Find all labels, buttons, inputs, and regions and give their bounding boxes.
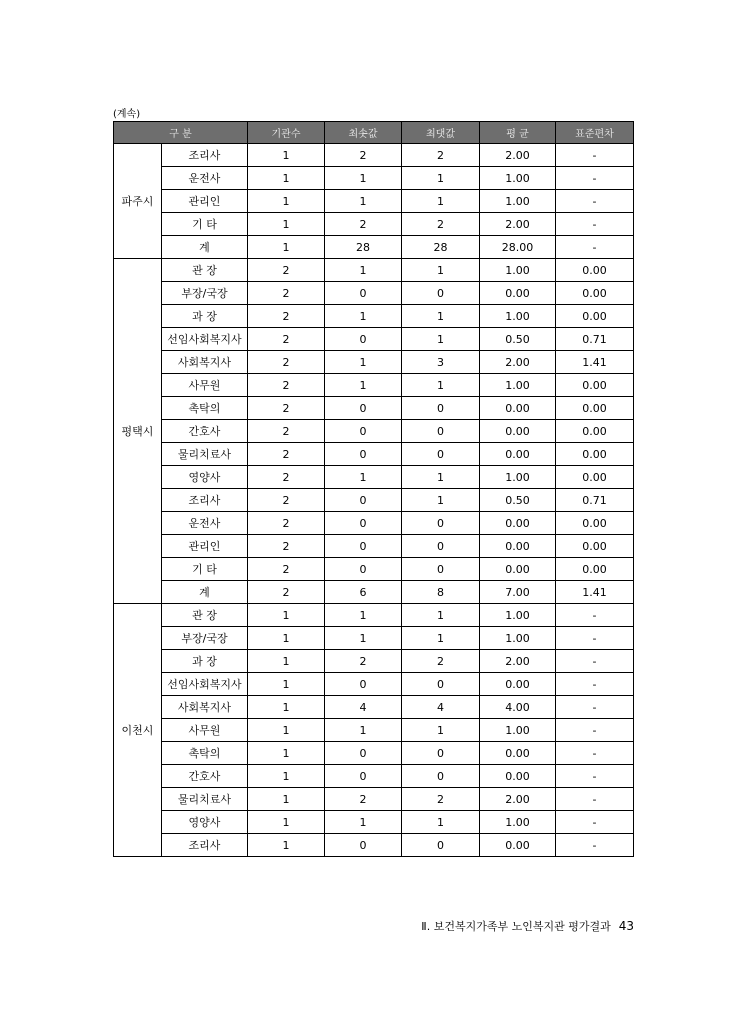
- institutions-cell: 1: [248, 650, 325, 673]
- max-cell: 0: [402, 834, 480, 857]
- category-cell: 운전사: [162, 512, 248, 535]
- table-row: [114, 535, 634, 558]
- category-cell: 운전사: [162, 167, 248, 190]
- institutions-cell: 2: [248, 489, 325, 512]
- table-row: [114, 719, 634, 742]
- header-max: 최댓값: [402, 122, 480, 144]
- stddev-cell: -: [556, 673, 634, 696]
- header-stddev: 표준편차: [556, 122, 634, 144]
- category-cell: 촉탁의: [162, 397, 248, 420]
- mean-cell: 0.00: [480, 742, 556, 765]
- max-cell: 1: [402, 167, 480, 190]
- institutions-cell: 2: [248, 558, 325, 581]
- mean-cell: 0.00: [480, 512, 556, 535]
- mean-cell: 1.00: [480, 374, 556, 397]
- stddev-cell: -: [556, 236, 634, 259]
- min-cell: 6: [325, 581, 402, 604]
- table-row: [114, 742, 634, 765]
- table-row: [114, 420, 634, 443]
- mean-cell: 2.00: [480, 213, 556, 236]
- min-cell: 1: [325, 627, 402, 650]
- staff-statistics-table: [113, 121, 634, 857]
- category-cell: 영양사: [162, 466, 248, 489]
- max-cell: 1: [402, 604, 480, 627]
- mean-cell: 0.50: [480, 328, 556, 351]
- mean-cell: 1.00: [480, 167, 556, 190]
- stddev-cell: 0.71: [556, 328, 634, 351]
- category-cell: 관리인: [162, 535, 248, 558]
- institutions-cell: 1: [248, 673, 325, 696]
- min-cell: 1: [325, 374, 402, 397]
- max-cell: 0: [402, 443, 480, 466]
- stddev-cell: -: [556, 604, 634, 627]
- stddev-cell: 0.71: [556, 489, 634, 512]
- header-institutions: 기관수: [248, 122, 325, 144]
- institutions-cell: 2: [248, 420, 325, 443]
- table-row: [114, 765, 634, 788]
- institutions-cell: 2: [248, 328, 325, 351]
- min-cell: 0: [325, 535, 402, 558]
- institutions-cell: 2: [248, 397, 325, 420]
- mean-cell: 0.00: [480, 558, 556, 581]
- category-cell: 부장/국장: [162, 627, 248, 650]
- min-cell: 0: [325, 443, 402, 466]
- max-cell: 1: [402, 811, 480, 834]
- institutions-cell: 1: [248, 236, 325, 259]
- region-cell: 이천시: [114, 604, 162, 857]
- institutions-cell: 1: [248, 167, 325, 190]
- institutions-cell: 1: [248, 788, 325, 811]
- table-row: [114, 259, 634, 282]
- header-mean: 평 균: [480, 122, 556, 144]
- mean-cell: 0.00: [480, 282, 556, 305]
- min-cell: 0: [325, 397, 402, 420]
- category-cell: 간호사: [162, 765, 248, 788]
- max-cell: 2: [402, 788, 480, 811]
- mean-cell: 1.00: [480, 719, 556, 742]
- mean-cell: 0.00: [480, 765, 556, 788]
- category-cell: 과 장: [162, 650, 248, 673]
- institutions-cell: 1: [248, 719, 325, 742]
- region-cell: 평택시: [114, 259, 162, 604]
- institutions-cell: 2: [248, 466, 325, 489]
- min-cell: 2: [325, 213, 402, 236]
- page-footer: [421, 918, 634, 934]
- stddev-cell: -: [556, 213, 634, 236]
- min-cell: 0: [325, 558, 402, 581]
- mean-cell: 4.00: [480, 696, 556, 719]
- mean-cell: 1.00: [480, 627, 556, 650]
- table-row: [114, 696, 634, 719]
- category-cell: 사회복지사: [162, 351, 248, 374]
- min-cell: 0: [325, 512, 402, 535]
- category-cell: 관 장: [162, 604, 248, 627]
- mean-cell: 1.00: [480, 190, 556, 213]
- min-cell: 0: [325, 834, 402, 857]
- max-cell: 2: [402, 144, 480, 167]
- max-cell: 1: [402, 627, 480, 650]
- institutions-cell: 1: [248, 742, 325, 765]
- stddev-cell: -: [556, 650, 634, 673]
- max-cell: 1: [402, 190, 480, 213]
- max-cell: 0: [402, 282, 480, 305]
- max-cell: 2: [402, 213, 480, 236]
- category-cell: 조리사: [162, 489, 248, 512]
- category-cell: 선임사회복지사: [162, 673, 248, 696]
- table-row: [114, 489, 634, 512]
- table-row: [114, 213, 634, 236]
- institutions-cell: 2: [248, 443, 325, 466]
- table-row: [114, 512, 634, 535]
- category-cell: 조리사: [162, 144, 248, 167]
- region-cell: 파주시: [114, 144, 162, 259]
- max-cell: 1: [402, 374, 480, 397]
- min-cell: 28: [325, 236, 402, 259]
- min-cell: 0: [325, 328, 402, 351]
- max-cell: 1: [402, 719, 480, 742]
- mean-cell: 7.00: [480, 581, 556, 604]
- category-cell: 촉탁의: [162, 742, 248, 765]
- mean-cell: 2.00: [480, 650, 556, 673]
- max-cell: 3: [402, 351, 480, 374]
- institutions-cell: 2: [248, 374, 325, 397]
- stddev-cell: 0.00: [556, 443, 634, 466]
- table-row: [114, 650, 634, 673]
- institutions-cell: 1: [248, 696, 325, 719]
- stddev-cell: 0.00: [556, 466, 634, 489]
- stddev-cell: 0.00: [556, 512, 634, 535]
- min-cell: 0: [325, 489, 402, 512]
- institutions-cell: 1: [248, 604, 325, 627]
- min-cell: 1: [325, 719, 402, 742]
- table-row: [114, 397, 634, 420]
- category-cell: 관리인: [162, 190, 248, 213]
- header-row: [114, 122, 634, 144]
- institutions-cell: 2: [248, 351, 325, 374]
- footer-text: Ⅱ. 보건복지가족부 노인복지관 평가결과: [421, 920, 611, 933]
- category-cell: 기 타: [162, 213, 248, 236]
- stddev-cell: 1.41: [556, 581, 634, 604]
- page-number: 43: [618, 919, 634, 933]
- category-cell: 선임사회복지사: [162, 328, 248, 351]
- stddev-cell: -: [556, 742, 634, 765]
- stddev-cell: -: [556, 190, 634, 213]
- min-cell: 0: [325, 282, 402, 305]
- min-cell: 0: [325, 742, 402, 765]
- min-cell: 1: [325, 259, 402, 282]
- min-cell: 1: [325, 466, 402, 489]
- category-cell: 사무원: [162, 374, 248, 397]
- table-row: [114, 466, 634, 489]
- mean-cell: 0.00: [480, 834, 556, 857]
- max-cell: 0: [402, 397, 480, 420]
- table-row: [114, 604, 634, 627]
- max-cell: 1: [402, 328, 480, 351]
- stddev-cell: 0.00: [556, 535, 634, 558]
- stddev-cell: 0.00: [556, 420, 634, 443]
- max-cell: 0: [402, 765, 480, 788]
- category-cell: 사무원: [162, 719, 248, 742]
- category-cell: 물리치료사: [162, 443, 248, 466]
- stddev-cell: 0.00: [556, 282, 634, 305]
- max-cell: 2: [402, 650, 480, 673]
- mean-cell: 0.00: [480, 397, 556, 420]
- institutions-cell: 2: [248, 512, 325, 535]
- min-cell: 4: [325, 696, 402, 719]
- stddev-cell: -: [556, 811, 634, 834]
- category-cell: 조리사: [162, 834, 248, 857]
- max-cell: 1: [402, 489, 480, 512]
- stddev-cell: -: [556, 167, 634, 190]
- table-row: [114, 305, 634, 328]
- min-cell: 1: [325, 190, 402, 213]
- table-row: [114, 443, 634, 466]
- table-row: [114, 581, 634, 604]
- table-row: [114, 788, 634, 811]
- mean-cell: 1.00: [480, 305, 556, 328]
- table-row: [114, 236, 634, 259]
- min-cell: 2: [325, 144, 402, 167]
- institutions-cell: 2: [248, 581, 325, 604]
- max-cell: 4: [402, 696, 480, 719]
- mean-cell: 1.00: [480, 604, 556, 627]
- max-cell: 1: [402, 259, 480, 282]
- table-row: [114, 351, 634, 374]
- table-row: [114, 190, 634, 213]
- min-cell: 1: [325, 167, 402, 190]
- max-cell: 28: [402, 236, 480, 259]
- mean-cell: 1.00: [480, 259, 556, 282]
- max-cell: 8: [402, 581, 480, 604]
- institutions-cell: 1: [248, 213, 325, 236]
- header-min: 최솟값: [325, 122, 402, 144]
- mean-cell: 28.00: [480, 236, 556, 259]
- max-cell: 1: [402, 305, 480, 328]
- category-cell: 기 타: [162, 558, 248, 581]
- min-cell: 1: [325, 604, 402, 627]
- category-cell: 부장/국장: [162, 282, 248, 305]
- table-row: [114, 811, 634, 834]
- stddev-cell: 0.00: [556, 374, 634, 397]
- table-row: [114, 374, 634, 397]
- mean-cell: 0.00: [480, 443, 556, 466]
- institutions-cell: 1: [248, 811, 325, 834]
- table-body: [114, 144, 634, 857]
- table-row: [114, 558, 634, 581]
- stddev-cell: 1.41: [556, 351, 634, 374]
- table-row: [114, 834, 634, 857]
- mean-cell: 2.00: [480, 351, 556, 374]
- min-cell: 1: [325, 305, 402, 328]
- mean-cell: 0.50: [480, 489, 556, 512]
- stddev-cell: -: [556, 627, 634, 650]
- institutions-cell: 1: [248, 627, 325, 650]
- institutions-cell: 2: [248, 535, 325, 558]
- mean-cell: 1.00: [480, 811, 556, 834]
- category-cell: 계: [162, 236, 248, 259]
- mean-cell: 0.00: [480, 535, 556, 558]
- max-cell: 0: [402, 512, 480, 535]
- max-cell: 0: [402, 420, 480, 443]
- institutions-cell: 1: [248, 765, 325, 788]
- continued-label: (계속): [113, 109, 141, 120]
- institutions-cell: 1: [248, 190, 325, 213]
- max-cell: 0: [402, 673, 480, 696]
- max-cell: 0: [402, 558, 480, 581]
- mean-cell: 0.00: [480, 420, 556, 443]
- stddev-cell: -: [556, 144, 634, 167]
- min-cell: 0: [325, 673, 402, 696]
- category-cell: 사회복지사: [162, 696, 248, 719]
- mean-cell: 0.00: [480, 673, 556, 696]
- min-cell: 1: [325, 351, 402, 374]
- institutions-cell: 2: [248, 259, 325, 282]
- institutions-cell: 2: [248, 305, 325, 328]
- category-cell: 계: [162, 581, 248, 604]
- min-cell: 0: [325, 765, 402, 788]
- institutions-cell: 1: [248, 144, 325, 167]
- category-cell: 물리치료사: [162, 788, 248, 811]
- max-cell: 1: [402, 466, 480, 489]
- min-cell: 2: [325, 788, 402, 811]
- mean-cell: 2.00: [480, 144, 556, 167]
- stddev-cell: 0.00: [556, 259, 634, 282]
- table-row: [114, 328, 634, 351]
- min-cell: 2: [325, 650, 402, 673]
- stddev-cell: -: [556, 719, 634, 742]
- header-category: 구 분: [114, 122, 248, 144]
- stddev-cell: 0.00: [556, 305, 634, 328]
- max-cell: 0: [402, 535, 480, 558]
- stddev-cell: -: [556, 788, 634, 811]
- institutions-cell: 1: [248, 834, 325, 857]
- stddev-cell: -: [556, 696, 634, 719]
- stddev-cell: 0.00: [556, 397, 634, 420]
- category-cell: 관 장: [162, 259, 248, 282]
- table-row: [114, 167, 634, 190]
- stddev-cell: -: [556, 765, 634, 788]
- table-row: [114, 282, 634, 305]
- table-row: [114, 673, 634, 696]
- category-cell: 간호사: [162, 420, 248, 443]
- stddev-cell: 0.00: [556, 558, 634, 581]
- mean-cell: 2.00: [480, 788, 556, 811]
- stddev-cell: -: [556, 834, 634, 857]
- category-cell: 과 장: [162, 305, 248, 328]
- max-cell: 0: [402, 742, 480, 765]
- mean-cell: 1.00: [480, 466, 556, 489]
- table-row: [114, 144, 634, 167]
- table-row: [114, 627, 634, 650]
- category-cell: 영양사: [162, 811, 248, 834]
- min-cell: 1: [325, 811, 402, 834]
- institutions-cell: 2: [248, 282, 325, 305]
- min-cell: 0: [325, 420, 402, 443]
